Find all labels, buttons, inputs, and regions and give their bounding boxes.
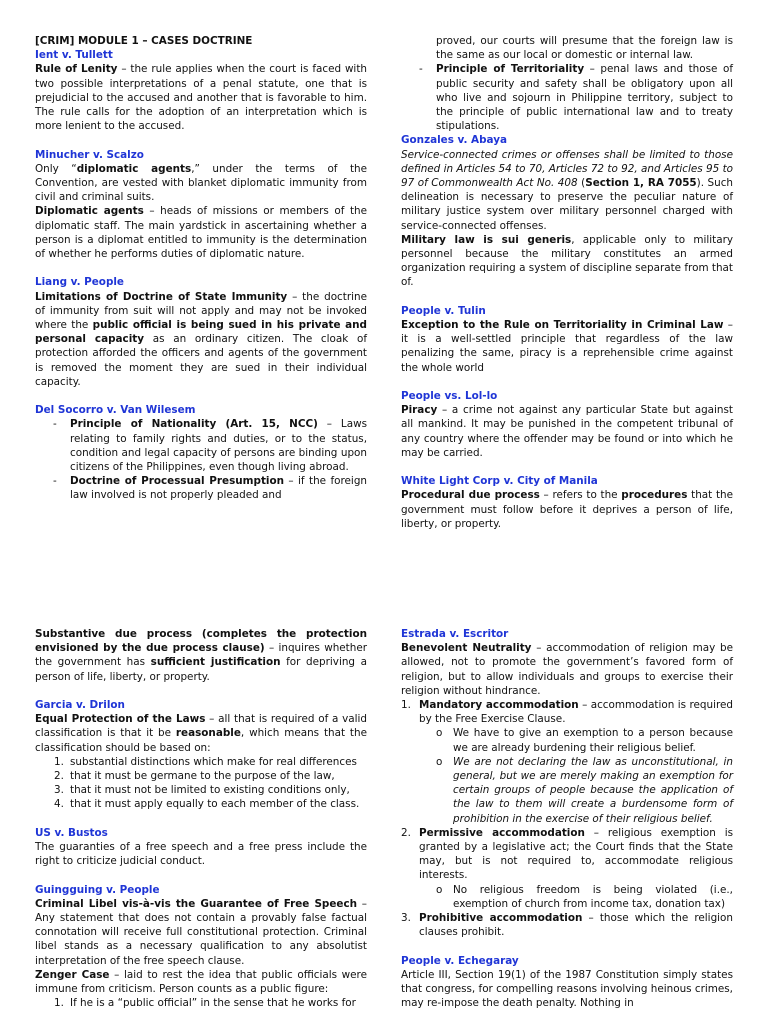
case-heading-gonzales-v-abaya: Gonzales v. Abaya xyxy=(401,134,507,147)
case-heading-people-v-echegaray: People v. Echegaray xyxy=(401,954,519,967)
list-item: o We are not declaring the law as unconstitutional, in general, but we are merely making an exemption for certain groups of people because the application of the law to them will create a burdensome form of prohibition in the exercise of their religious belief. xyxy=(436,755,733,825)
rule-of-lenity-paragraph: Rule of Lenity – the rule applies when the court is faced with two possible interpretations of a penal statute, one that is prejudicial to the accused and another that is favorable to him. The rule calls for the adoption of an interpretation which is more lenient to the accused. xyxy=(35,63,367,133)
case-heading-minucher-v-scalzo: Minucher v. Scalzo xyxy=(35,148,144,161)
case-heading-guingguing-v-people: Guingguing v. People xyxy=(35,883,160,896)
case-heading-people-vs-lol-lo: People vs. Lol-lo xyxy=(401,390,498,403)
list-item: 3. that it must not be limited to existing conditions only, xyxy=(54,784,350,797)
list-item: 1. substantial distinctions which make for real differences xyxy=(54,755,357,768)
case-heading-del-socorro: Del Socorro v. Van Wilesem xyxy=(35,404,196,417)
processual-presumption-list-item: - Doctrine of Processual Presumption – if the foreign law involved is not properly pleaded and xyxy=(53,475,368,502)
benevolent-neutrality-paragraph: Benevolent Neutrality – accommodation of religion may be allowed, not to promote the government’s favored form of religion, but to allow individuals and groups to exercise their religion without hindrance. xyxy=(401,642,733,697)
case-heading-us-v-bustos: US v. Bustos xyxy=(35,826,108,839)
nationality-list-item: - Principle of Nationality (Art. 15, NCC) – Laws relating to family rights and duties, or to the status, condition and legal capacity of persons are binding upon citizens of the Philippines, even though living abroad. xyxy=(53,418,367,474)
territoriality-list-item: - Principle of Territoriality – penal laws and those of public security and safety shall be obligatory upon all who live and sojourn in Philippine territory, subject to the principle of public international law and to treaty stipulations. xyxy=(419,63,733,133)
procedural-due-process-paragraph: Procedural due process – refers to the procedures that the government must follow before it deprives a person of life, liberty, or property. xyxy=(401,489,733,530)
state-immunity-paragraph: Limitations of Doctrine of State Immunity – the doctrine of immunity from suit will not apply and may not be invoked where the public official is being sued in his private and personal capacity as an ordinary citizen. The cloak of protection afforded the officers and agents of the government is removed the moment they are sued in their individual capacity. xyxy=(35,290,367,388)
case-heading-ient-v-tullett: Ient v. Tullett xyxy=(35,49,113,62)
document-title: [CRIM] MODULE 1 – CASES DOCTRINE xyxy=(35,35,253,47)
death-penalty-paragraph: Article III, Section 19(1) of the 1987 Constitution simply states that congress, for compelling reasons involving heinous crimes, may re-impose the death penalty. Nothing in xyxy=(401,968,733,1010)
list-item: o We have to give an exemption to a person because we are already burdening their religious belief. xyxy=(436,727,733,754)
list-item: 4. that it must apply equally to each member of the class. xyxy=(54,798,360,811)
diplomatic-agents-paragraph: Only “diplomatic agents,” under the terms of the Convention, are vested with blanket diplomatic immunity from civil and criminal suits. xyxy=(35,162,368,204)
page1-left-column xyxy=(35,34,367,503)
mandatory-accommodation-item: 1. Mandatory accommodation – accommodation is required by the Free Exercise Clause. xyxy=(401,699,733,726)
zenger-case-paragraph: Zenger Case – laid to rest the idea that public officials were immune from criticism. Person counts as a public figure: xyxy=(35,968,367,996)
list-item: 2. that it must be germane to the purpose of the law, xyxy=(54,770,335,783)
free-speech-judicial-paragraph: The guaranties of a free speech and a free press include the right to criticize judicial conduct. xyxy=(35,841,367,868)
case-heading-garcia-v-drilon: Garcia v. Drilon xyxy=(35,699,125,711)
piracy-paragraph: Piracy – a crime not against any particular State but against all mankind. It may be punished in the competent tribunal of any country where the offender may be found or into which he may be carried. xyxy=(401,404,733,459)
page2-right-column xyxy=(401,627,733,1010)
case-heading-estrada-v-escritor: Estrada v. Escritor xyxy=(401,628,509,640)
document-page-2 xyxy=(0,625,768,1024)
list-item: 1. If he is a “public official” in the sense that he works for xyxy=(54,997,356,1010)
service-connected-crimes-paragraph: Service-connected crimes or offenses shall be limited to those defined in Articles 54 to 70, Articles 72 to 92, and Articles 95 to 97 of Commonwealth Act No. 408 (Section 1, RA 7055). Such delineation is necessary to preserve the peculiar nature of military justice system over military personnel charged with service-connected offenses. xyxy=(401,148,734,232)
page1-right-column xyxy=(401,34,733,531)
military-law-paragraph: Military law is sui generis, applicable only to military personnel because the military constitutes an armed organization requiring a system of discipline separate from that of. xyxy=(401,233,733,289)
processual-presumption-continued: proved, our courts will presume that the foreign law is the same as our local or domestic or internal law. xyxy=(436,35,733,62)
territoriality-exception-paragraph: Exception to the Rule on Territoriality in Criminal Law – it is a well-settled principle that regardless of the law penalizing the same, piracy is a reprehensible crime against the whole world xyxy=(401,319,734,374)
equal-protection-paragraph: Equal Protection of the Laws – all that is required of a valid classification is that it be reasonable, which means that the classification should be based on: xyxy=(35,713,367,754)
diplomatic-agents-definition: Diplomatic agents – heads of missions or members of the diplomatic staff. The main yardstick in ascertaining whether a person is a diplomat entitled to immunity is the determination of whether he performs duties of diplomatic nature. xyxy=(35,205,368,261)
prohibitive-accommodation-item: 3. Prohibitive accommodation – those which the religion clauses prohibit. xyxy=(401,912,733,939)
substantive-due-process-paragraph: Substantive due process (completes the protection envisioned by the due process clause) – inquires whether the government has sufficient justification for depriving a person of life, liberty, or property. xyxy=(35,628,368,683)
list-item: o No religious freedom is being violated (i.e., exemption of church from income tax, donation tax) xyxy=(436,883,733,910)
permissive-accommodation-item: 2. Permissive accommodation – religious exemption is granted by a legislative act; the Court finds that the State may, but is not required to, accommodate religious interests. xyxy=(401,826,734,882)
page2-left-column xyxy=(35,627,367,1010)
case-heading-people-v-tulin: People v. Tulin xyxy=(401,304,486,317)
case-heading-white-light-corp: White Light Corp v. City of Manila xyxy=(401,475,598,488)
criminal-libel-paragraph: Criminal Libel vis-à-vis the Guarantee of Free Speech – Any statement that does not contain a provably false factual connotation will receive full constitutional protection. Criminal libel stands as a necessary qualification to any absolutist interpretation of the free speech clause. xyxy=(35,897,368,967)
case-heading-liang-v-people: Liang v. People xyxy=(35,276,124,289)
